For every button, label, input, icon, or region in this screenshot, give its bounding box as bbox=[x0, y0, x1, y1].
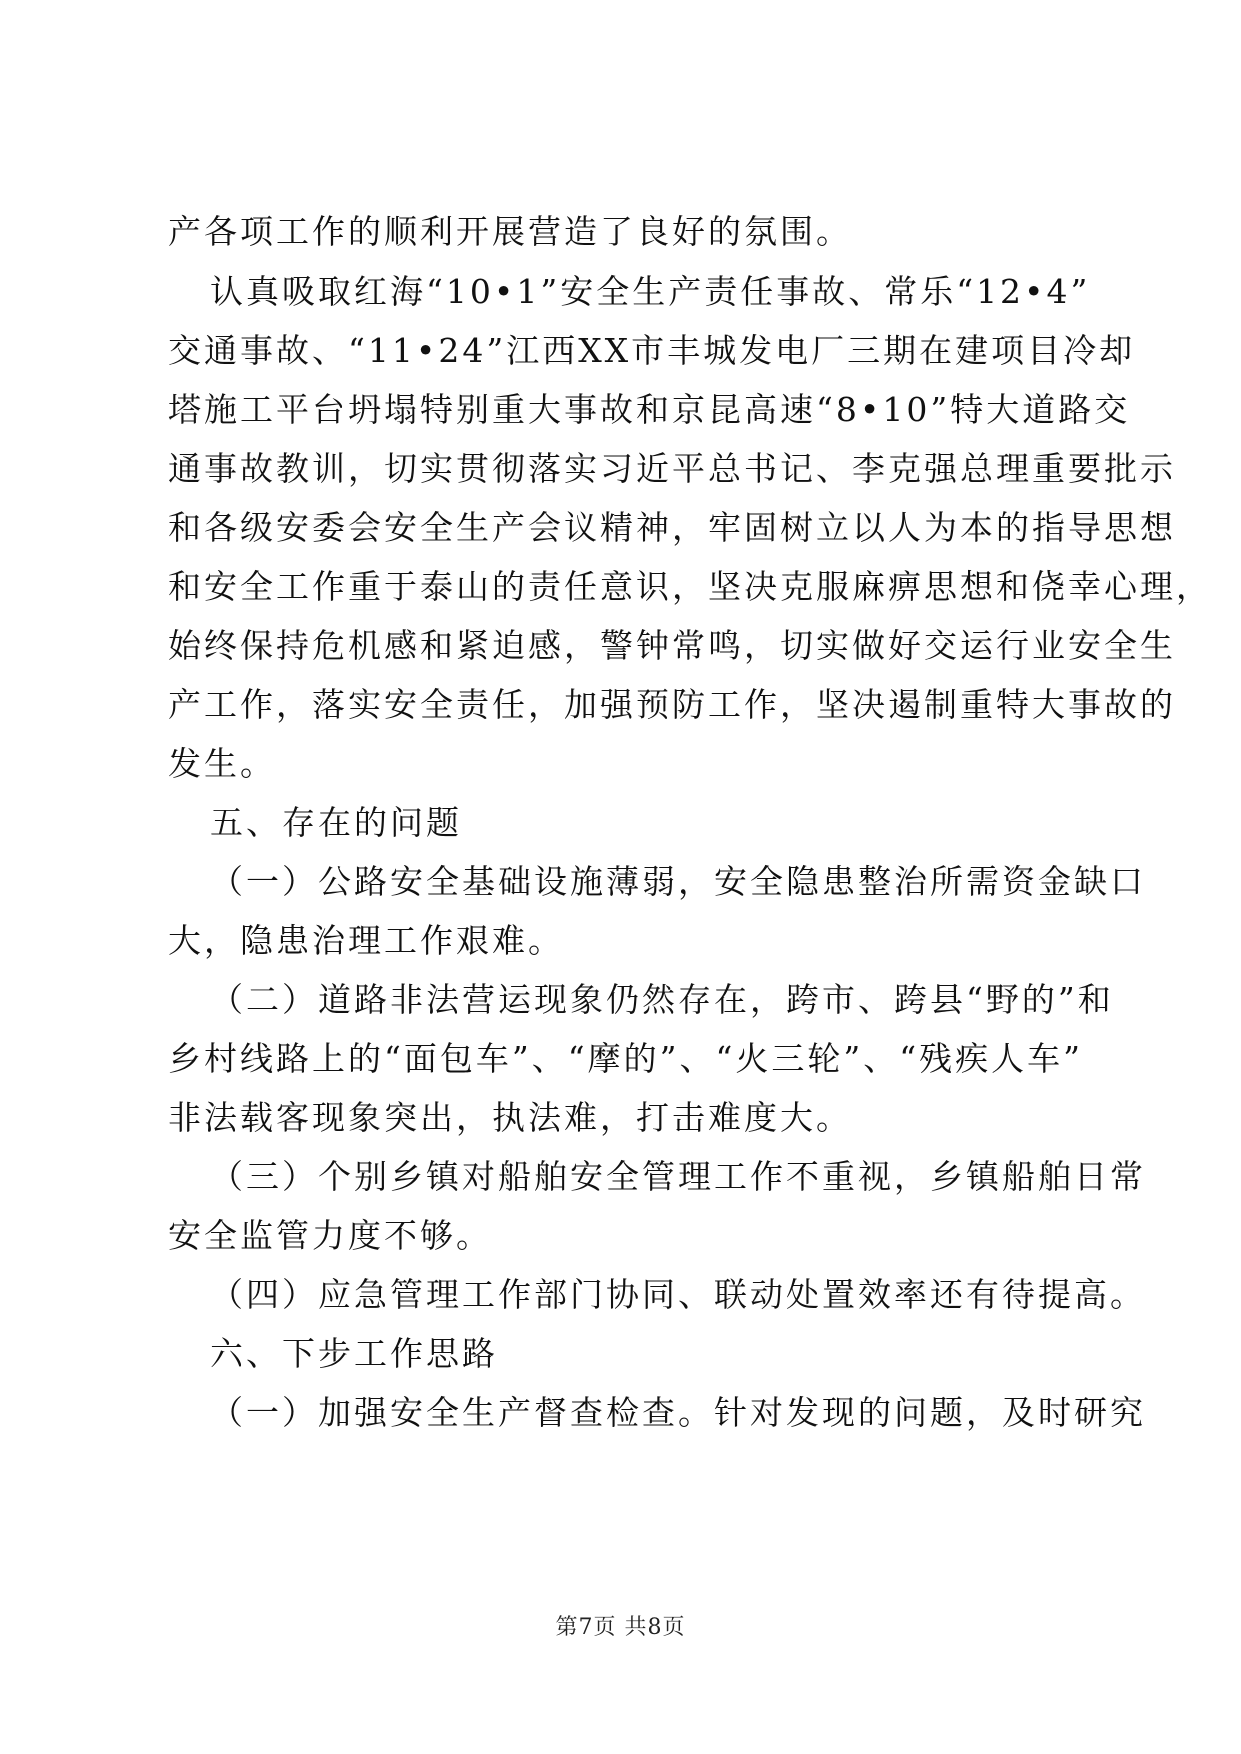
text-line-17: （三）个别乡镇对船舶安全管理工作不重视，乡镇船舶日常 bbox=[210, 1157, 1146, 1196]
page-footer: 第7页 共8页 bbox=[555, 1615, 686, 1640]
text-line-14: （二）道路非法营运现象仍然存在，跨市、跨县“野的”和 bbox=[210, 980, 1114, 1019]
text-line-18: 安全监管力度不够。 bbox=[168, 1216, 492, 1255]
text-line-5: 通事故教训，切实贯彻落实习近平总书记、李克强总理重要批示 bbox=[168, 449, 1176, 488]
text-line-7: 和安全工作重于泰山的责任意识，坚决克服麻痹思想和侥幸心理， bbox=[168, 567, 1212, 606]
section-heading-5: 五、存在的问题 bbox=[210, 803, 462, 842]
text-line-2: 认真吸取红海“10•1”安全生产责任事故、常乐“12•4” bbox=[210, 272, 1091, 311]
text-line-10: 发生。 bbox=[168, 744, 276, 783]
text-line-19: （四）应急管理工作部门协同、联动处置效率还有待提高。 bbox=[210, 1275, 1146, 1314]
text-line-3: 交通事故、“11•24”江西XX市丰城发电厂三期在建项目冷却 bbox=[168, 331, 1136, 370]
text-line-6: 和各级安委会安全生产会议精神，牢固树立以人为本的指导思想 bbox=[168, 508, 1176, 547]
text-line-13: 大，隐患治理工作艰难。 bbox=[168, 921, 564, 960]
text-line-12: （一）公路安全基础设施薄弱，安全隐患整治所需资金缺口 bbox=[210, 862, 1146, 901]
text-line-8: 始终保持危机感和紧迫感，警钟常鸣，切实做好交运行业安全生 bbox=[168, 626, 1176, 665]
text-line-16: 非法载客现象突出，执法难，打击难度大。 bbox=[168, 1098, 852, 1137]
text-line-15: 乡村线路上的“面包车”、“摩的”、“火三轮”、“残疾人车” bbox=[168, 1039, 1083, 1078]
text-line-21: （一）加强安全生产督查检查。针对发现的问题，及时研究 bbox=[210, 1393, 1146, 1432]
section-heading-6: 六、下步工作思路 bbox=[210, 1334, 498, 1373]
text-line-9: 产工作，落实安全责任，加强预防工作，坚决遏制重特大事故的 bbox=[168, 685, 1176, 724]
text-line-1: 产各项工作的顺利开展营造了良好的氛围。 bbox=[168, 212, 852, 251]
text-line-4: 塔施工平台坍塌特别重大事故和京昆高速“8•10”特大道路交 bbox=[168, 390, 1131, 429]
